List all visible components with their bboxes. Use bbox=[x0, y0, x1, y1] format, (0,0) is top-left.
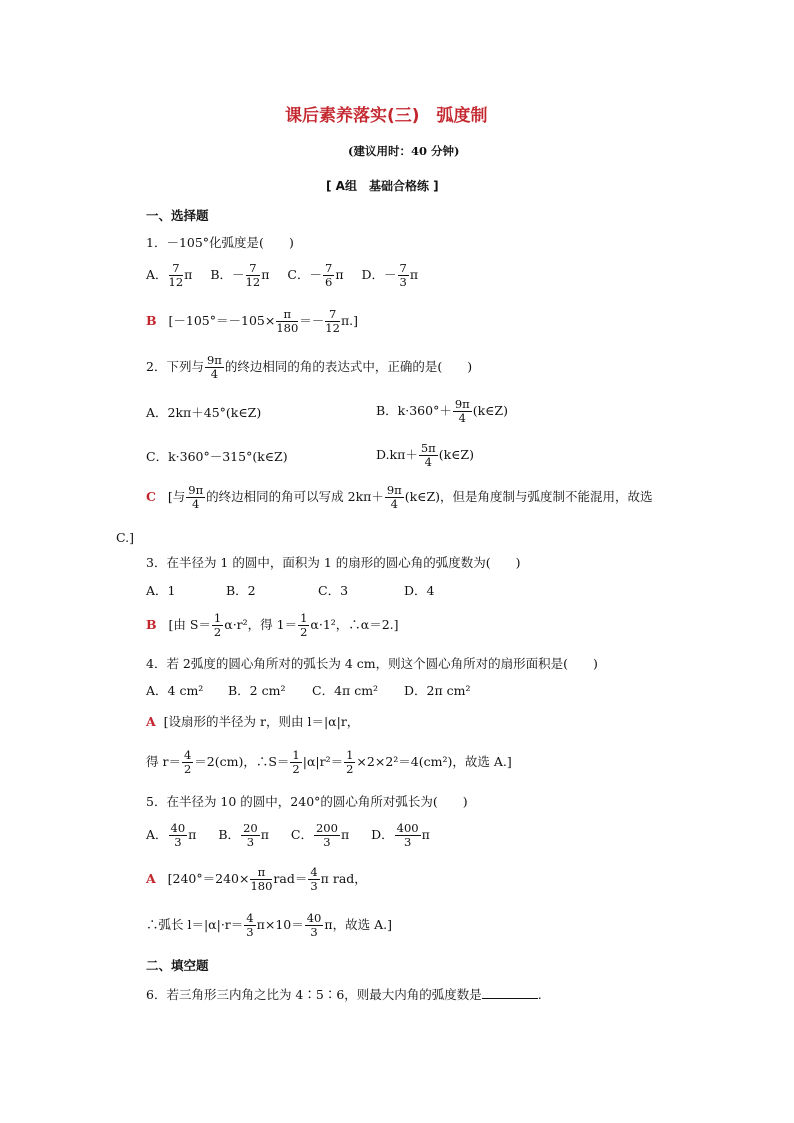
answer-letter: A bbox=[146, 871, 156, 886]
question-4: 4．若 2弧度的圆心角所对的弧长为 4 cm，则这个圆心角所对的扇形面积是( ) bbox=[146, 656, 598, 671]
section-heading: 二、填空题 bbox=[146, 958, 209, 973]
page-title: 课后素养落实(三) 弧度制 bbox=[285, 106, 488, 126]
section-heading: 一、选择题 bbox=[146, 208, 209, 223]
question-3: 3．在半径为 1 的圆中，面积为 1 的扇形的圆心角的弧度数为( ) bbox=[146, 555, 521, 570]
q3-solution: B [由 S＝ $\frac{1}{2}$ α·r²，得 1＝ $\frac{1}{2}$ α·1²，∴α＝2.] bbox=[146, 611, 399, 639]
option-c: C． $\frac{200}{3}$ π bbox=[290, 821, 350, 849]
option-d: D． $\frac{400}{3}$ π bbox=[371, 821, 430, 849]
option-b: B．－ $\frac{7}{12}$ π bbox=[210, 261, 270, 289]
q3-options: A．1 B．2 C．3 D．4 bbox=[146, 583, 435, 598]
option-c: C．k·360°－315°(k∈Z) bbox=[146, 449, 288, 464]
option-a: A． $\frac{40}{3}$ π bbox=[146, 821, 197, 849]
question-2: 2．下列与 $\frac{9\pi}{4}$ 的终边相同的角的表达式中，正确的是( ) bbox=[146, 353, 473, 381]
q1-options bbox=[146, 262, 418, 289]
q4-options: A．4 cm² B．2 cm² C．4π cm² D．2π cm² bbox=[146, 683, 471, 698]
option-d: D.kπ＋ $\frac{5\pi}{4}$ (k∈Z) bbox=[376, 441, 474, 469]
q5-solution-2: ∴弧长 l＝|α|·r＝ $\frac{4}{3}$ π×10＝ $\frac{40}{3}$ π，故选 A.] bbox=[146, 911, 392, 939]
q2-solution: C [与 $\frac{9\pi}{4}$ 的终边相同的角可以写成 2kπ＋ $\frac{9\pi}{4}$ (k∈Z)，但是角度制与弧度制不能混用，故选 bbox=[146, 483, 653, 511]
q2-solution-tail: C.] bbox=[116, 530, 134, 545]
question-1: 1．－105°化弧度是( ) bbox=[146, 235, 294, 250]
question-6: 6．若三角形三内角之比为 4∶5∶6，则最大内角的弧度数是 . bbox=[146, 987, 542, 1002]
q5-solution-1: A [240°＝240× $\frac{\pi}{180}$ rad＝ $\frac{4}{3}$ π rad， bbox=[146, 865, 367, 893]
option-c: C．－ $\frac{7}{6}$ π bbox=[287, 261, 344, 289]
option-a: A．2kπ＋45°(k∈Z) bbox=[146, 405, 262, 420]
q4-solution-1: A [设扇形的半径为 r，则由 l＝|α|r， bbox=[146, 714, 360, 729]
option-d: D．－ $\frac{7}{3}$ π bbox=[361, 261, 419, 289]
option-b: B．k·360°＋ $\frac{9\pi}{4}$ (k∈Z) bbox=[376, 397, 508, 425]
answer-letter: C bbox=[146, 489, 156, 504]
time-note: (建议用时：40 分钟) bbox=[348, 144, 460, 158]
q1-solution: B [－105°＝－105× $\frac{\pi}{180}$ ＝－ $\frac{7}{12}$ π.] bbox=[146, 307, 359, 335]
q5-options bbox=[146, 822, 430, 849]
answer-letter: B bbox=[146, 313, 157, 328]
option-a: A． $\frac{7}{12}$ π bbox=[146, 261, 193, 289]
option-b: B． $\frac{20}{3}$ π bbox=[218, 821, 269, 849]
answer-letter: A bbox=[146, 714, 156, 729]
group-badge: [ A组 基础合格练 ] bbox=[326, 179, 439, 193]
answer-blank[interactable] bbox=[482, 986, 538, 999]
question-5: 5．在半径为 10 的圆中，240°的圆心角所对弧长为( ) bbox=[146, 794, 468, 809]
q4-solution-2: 得 r＝ $\frac{4}{2}$ ＝2(cm)，∴S＝ $\frac{1}{2}$ |α|r²＝ $\frac{1}{2}$ ×2×2²＝4(cm²)，故选 A.] bbox=[146, 748, 512, 776]
answer-letter: B bbox=[146, 617, 157, 632]
